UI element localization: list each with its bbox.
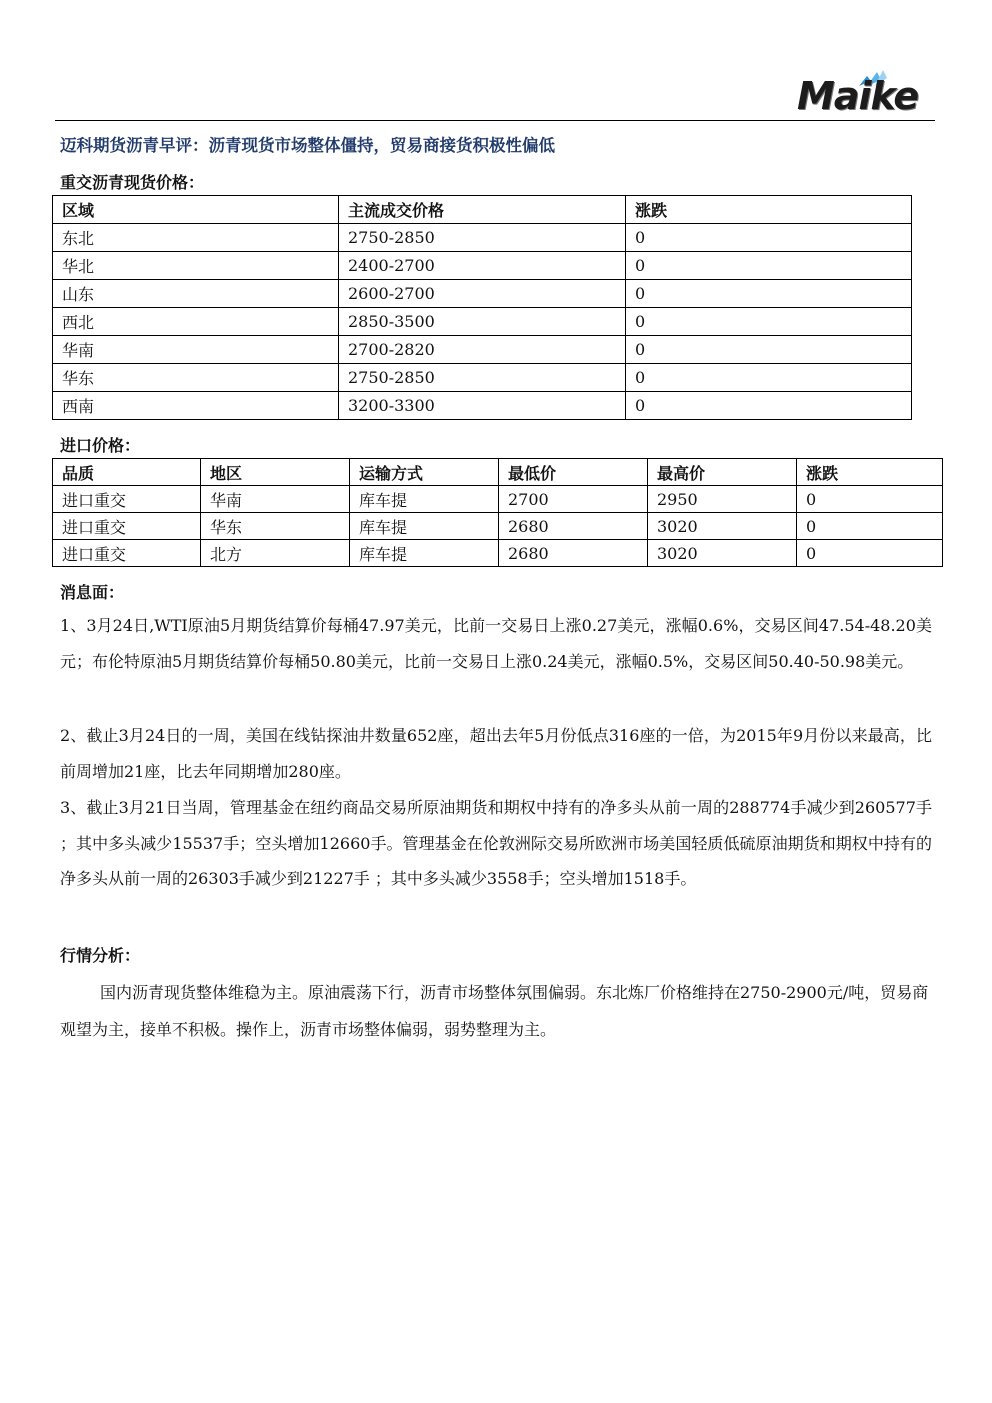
spot-price-table: [52, 195, 912, 420]
news-heading: 消息面：: [60, 583, 125, 602]
transport-cell: 库车提: [350, 486, 499, 513]
table-header-row: [53, 459, 943, 486]
price-cell: 2700-2820: [339, 336, 626, 364]
column-header: 最高价: [648, 459, 797, 486]
region-cell: 华东: [53, 364, 339, 392]
grade-cell: 进口重交: [53, 513, 201, 540]
table-row: [53, 224, 912, 252]
news-item-1: 1、3月24日,WTI原油5月期货结算价每桶47.97美元，比前一交易日上涨0.27美元，涨幅0.6%，交易区间47.54-48.20美元；布伦特原油5月期货结算价每桶50.80美元，比前一交易日上涨0.24美元，涨幅0.5%，交易区间50.40-50.98美元。: [60, 616, 932, 671]
analysis-heading: 行情分析：: [60, 946, 141, 965]
min-price-cell: 2680: [499, 540, 648, 567]
max-price-cell: 3020: [648, 513, 797, 540]
spot-price-heading: 重交沥青现货价格：: [60, 173, 205, 192]
table-row: [53, 308, 912, 336]
price-cell: 2400-2700: [339, 252, 626, 280]
column-header: 主流成交价格: [339, 196, 626, 224]
grade-cell: 进口重交: [53, 486, 201, 513]
price-cell: 2750-2850: [339, 224, 626, 252]
column-header: 区域: [53, 196, 339, 224]
table-row: [53, 540, 943, 567]
news-item-2: 2、截止3月24日的一周，美国在线钻探油井数量652座，超出去年5月份低点316座的一倍，为2015年9月份以来最高，比前周增加21座，比去年同期增加280座。: [60, 726, 932, 781]
table-row: [53, 486, 943, 513]
transport-cell: 库车提: [350, 513, 499, 540]
region-cell: 西北: [53, 308, 339, 336]
change-cell: 0: [626, 392, 912, 420]
column-header: 涨跌: [626, 196, 912, 224]
news-item-3: 3、截止3月21日当周，管理基金在纽约商品交易所原油期货和期权中持有的净多头从前一周的288774手减少到260577手 ；其中多头减少15537手；空头增加12660手。管理基金在伦敦洲际交易所欧洲市场美国轻质低硫原油期货和期权中持有的净多头从前一周的26303手减少到21227手 ；其中多头减少3558手；空头增加1518手。: [60, 798, 932, 888]
change-cell: 0: [797, 486, 943, 513]
table-row: [53, 392, 912, 420]
table-header-row: [53, 196, 912, 224]
change-cell: 0: [626, 336, 912, 364]
column-header: 运输方式: [350, 459, 499, 486]
column-header: 涨跌: [797, 459, 943, 486]
import-price-heading: 进口价格：: [60, 436, 141, 455]
report-title: 迈科期货沥青早评：沥青现货市场整体僵持，贸易商接货积极性偏低: [60, 136, 555, 155]
column-header: 品质: [53, 459, 201, 486]
import-price-table: [52, 458, 943, 567]
change-cell: 0: [626, 280, 912, 308]
max-price-cell: 2950: [648, 486, 797, 513]
table-row: [53, 364, 912, 392]
min-price-cell: 2700: [499, 486, 648, 513]
change-cell: 0: [626, 364, 912, 392]
analysis-paragraph: 国内沥青现货整体维稳为主。原油震荡下行，沥青市场整体氛围偏弱。东北炼厂价格维持在2750-2900元/吨，贸易商观望为主，接单不积极。操作上，沥青市场整体偏弱，弱势整理为主。: [60, 983, 929, 1039]
region-cell: 华东: [201, 513, 350, 540]
price-cell: 2750-2850: [339, 364, 626, 392]
table-row: [53, 336, 912, 364]
price-cell: 2850-3500: [339, 308, 626, 336]
min-price-cell: 2680: [499, 513, 648, 540]
region-cell: 山东: [53, 280, 339, 308]
maike-logo: [795, 68, 935, 120]
logo-text: Maike: [797, 74, 919, 118]
change-cell: 0: [626, 224, 912, 252]
price-cell: 3200-3300: [339, 392, 626, 420]
table-row: [53, 252, 912, 280]
transport-cell: 库车提: [350, 540, 499, 567]
change-cell: 0: [626, 308, 912, 336]
column-header: 最低价: [499, 459, 648, 486]
change-cell: 0: [626, 252, 912, 280]
region-cell: 华南: [53, 336, 339, 364]
region-cell: 西南: [53, 392, 339, 420]
table-row: [53, 513, 943, 540]
header-divider: [55, 120, 935, 121]
region-cell: 华北: [53, 252, 339, 280]
region-cell: 北方: [201, 540, 350, 567]
change-cell: 0: [797, 540, 943, 567]
column-header: 地区: [201, 459, 350, 486]
max-price-cell: 3020: [648, 540, 797, 567]
grade-cell: 进口重交: [53, 540, 201, 567]
table-row: [53, 280, 912, 308]
region-cell: 华南: [201, 486, 350, 513]
change-cell: 0: [797, 513, 943, 540]
price-cell: 2600-2700: [339, 280, 626, 308]
region-cell: 东北: [53, 224, 339, 252]
